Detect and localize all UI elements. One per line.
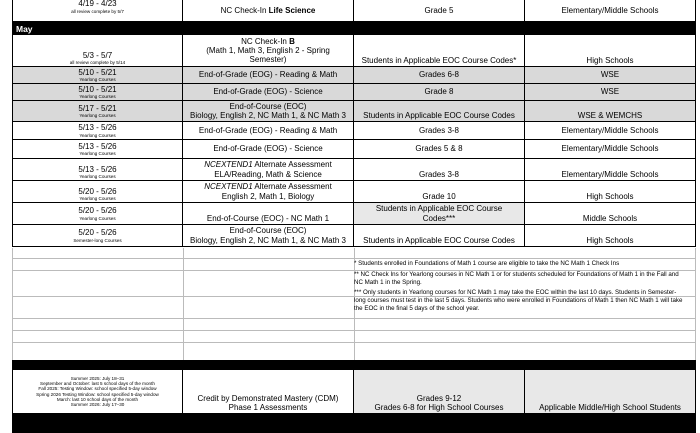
footnote: *** Only students in Yearlong courses for NC Math 1 may take the EOC within the last 10 days. Students in Semester-long courses must test in the last 5 days. Students who were enrolled in Foundations of Math 1 then NC Math 1 will take the EOC in the final 5 days of the school year.: [354, 289, 683, 312]
row-schools-text: High Schools: [586, 191, 634, 201]
section-divider-bar: [12, 360, 696, 370]
row-schools-text: High Schools: [586, 55, 634, 65]
row-assessment-text: End-of-Grade (EOG) - Reading & Math: [198, 70, 338, 80]
row-date: [12, 122, 183, 140]
row-date: [12, 159, 183, 181]
row-schools-text: Middle Schools: [582, 213, 638, 223]
row-grades-text: Grades 3-8: [418, 125, 460, 135]
row-assessment: [183, 67, 354, 84]
row-date-text: 5/20 - 5/26: [78, 228, 117, 238]
row-grades: [354, 140, 525, 159]
footnote: ** NC Check Ins for Yearlong courses in NC Math 1 or for students scheduled for Foundations of Math 1 in the Fall and NC Math 1 in the Spring.: [354, 270, 679, 286]
grid-vline: [183, 248, 184, 360]
row-grades: [354, 84, 525, 101]
row-date: [12, 35, 183, 67]
row-assessment-text: End-of-Grade (EOG) - Science: [213, 144, 323, 154]
row-date-sub: Yearlong Courses: [79, 94, 116, 100]
row-grades: [354, 101, 525, 122]
row-schools: [525, 159, 696, 181]
top-row-schools-text: Elementary/Middle Schools: [561, 5, 659, 15]
top-row-assessment-bold: Life Science: [268, 5, 316, 15]
cdm-schools-text: Applicable Middle/High School Students: [539, 402, 681, 412]
row-date-text: 5/13 - 5/26: [78, 141, 117, 151]
cdm-schools: [525, 370, 696, 414]
row-date-sub: Yearlong Courses: [79, 151, 116, 157]
row-date: [12, 67, 183, 84]
row-schools: [525, 203, 696, 225]
top-row: [12, 0, 696, 22]
row-grades-text: Grades 6-8: [418, 70, 460, 80]
row-assessment: [183, 181, 354, 203]
cdm-assessment-line: Credit by Demonstrated Mastery (CDM): [197, 393, 339, 403]
row-date-text: 5/13 - 5/26: [78, 164, 117, 174]
row-grades-text: Students in Applicable EOC Course Codes*: [361, 55, 517, 65]
row-assessment-line: [204, 160, 332, 169]
row-assessment-line: Semester): [249, 55, 287, 65]
row-grades: [354, 35, 525, 67]
row-date: [12, 181, 183, 203]
top-row-grades: [354, 0, 525, 22]
top-row-date: [12, 0, 183, 22]
row-grades-text: Grades 3-8: [418, 169, 460, 179]
cdm-date-line: Summer 2026: July 17–30: [70, 401, 125, 407]
cdm-assessment-line: Phase 1 Assessments: [228, 402, 308, 412]
row-assessment: [183, 84, 354, 101]
row-date-sub: Yearlong Courses: [79, 77, 116, 83]
cdm-date-line: Summer 2025: July 18–31: [70, 376, 125, 382]
row-assessment-line: Biology, English 2, NC Math 1, & NC Math 3: [190, 111, 346, 120]
row-grades-line: Students in Applicable EOC Course: [375, 204, 503, 214]
row-date-sub: Yearlong Courses: [79, 113, 116, 119]
row-schools: [525, 35, 696, 67]
month-header-text: May: [16, 23, 33, 34]
cdm-date-line: Spring 2026 Testing Window: school specified 5-day window: [36, 391, 159, 397]
cdm-grades-line: Grades 9-12: [416, 393, 462, 403]
row-assessment: [183, 122, 354, 140]
row-assessment-line: Biology, English 2, NC Math 1, & NC Math 3: [190, 235, 346, 245]
row-grades: [354, 203, 525, 225]
footnotes: [354, 260, 684, 316]
row-schools: [525, 101, 696, 122]
row-date: [12, 140, 183, 159]
row-grades: [354, 181, 525, 203]
row-assessment-line-text: NC Check-In: [241, 36, 290, 46]
row-grades: [354, 159, 525, 181]
top-row-grades-text: Grade 5: [424, 5, 454, 15]
row-assessment: [183, 140, 354, 159]
row-date-text: 5/3 - 5/7: [82, 50, 113, 60]
row-grades-text: Students in Applicable EOC Course Codes: [363, 235, 515, 245]
row-assessment-text: End-of-Grade (EOG) - Reading & Math: [198, 125, 338, 135]
row-grades-text: Grades 5 & 8: [415, 144, 463, 154]
row-assessment-line: English 2, Math 1, Biology: [221, 191, 315, 201]
row-assessment: [183, 35, 354, 67]
row-assessment-line: ELA/Reading, Math & Science: [214, 169, 322, 179]
row-schools-text: Elementary/Middle Schools: [561, 125, 659, 135]
row-date-sub: Yearlong Courses: [79, 215, 116, 221]
row-date-sub: Semester-long Courses: [73, 237, 122, 243]
row-assessment-text: End-of-Grade (EOG) - Science: [213, 87, 323, 97]
row-grades: [354, 67, 525, 84]
row-schools: [525, 67, 696, 84]
row-grades-line: Codes***: [422, 213, 456, 223]
grid-vline: [695, 248, 696, 360]
row-date-text: 5/10 - 5/21: [78, 84, 117, 94]
cdm-row: [12, 370, 696, 414]
row-assessment: [183, 225, 354, 247]
row-assessment-italic: NCEXTEND1: [204, 160, 253, 170]
row-schools-text: WSE: [600, 87, 620, 97]
row-assessment-line: [204, 182, 332, 191]
row-date: [12, 225, 183, 247]
row-assessment-line: End-of-Course (EOC): [229, 101, 307, 111]
row-schools-text: WSE & WEMCHS: [577, 110, 643, 120]
top-row-date-text: 4/19 - 4/23: [78, 0, 117, 9]
cdm-grades-line: Grades 6-8 for High School Courses: [374, 402, 504, 412]
row-assessment: [183, 159, 354, 181]
row-assessment-text: End-of-Course (EOC) - NC Math 1: [206, 213, 330, 223]
row-schools: [525, 122, 696, 140]
row-assessment-line-text: Alternate Assessment: [252, 182, 332, 192]
row-grades: [354, 225, 525, 247]
row-date: [12, 203, 183, 225]
row-schools: [525, 140, 696, 159]
footnote: * Students enrolled in Foundations of Math 1 course are eligible to take the NC Math 1 Check Ins: [354, 260, 620, 267]
row-date-text: 5/13 - 5/26: [78, 123, 117, 133]
row-schools: [525, 84, 696, 101]
row-schools-text: Elementary/Middle Schools: [561, 144, 659, 154]
grid-vline: [12, 248, 13, 360]
row-date-text: 5/17 - 5/21: [78, 103, 117, 113]
row-assessment-line: End-of-Course (EOC): [229, 226, 307, 236]
bottom-bar: [12, 414, 696, 433]
row-date: [12, 84, 183, 101]
row-date-sub: Yearlong Courses: [79, 173, 116, 179]
row-assessment: [183, 203, 354, 225]
row-grades-text: Grade 8: [424, 87, 454, 97]
row-grades-text: Grade 10: [422, 191, 456, 201]
top-row-assessment-prefix: NC Check-In: [220, 5, 269, 15]
row-assessment-italic: NCEXTEND1: [204, 182, 253, 192]
row-date-text: 5/20 - 5/26: [78, 206, 117, 216]
month-header-may: [12, 22, 696, 35]
row-date: [12, 101, 183, 122]
cdm-dates: [12, 370, 183, 414]
may-rows: [12, 35, 696, 247]
top-row-assessment-text: [221, 6, 316, 15]
row-schools-text: Elementary/Middle Schools: [561, 169, 659, 179]
row-date-sub: Yearlong Courses: [79, 195, 116, 201]
row-grades-text: Students in Applicable EOC Course Codes: [363, 110, 515, 120]
row-assessment-line: (Math 1, Math 3, English 2 - Spring: [206, 45, 330, 55]
cdm-grades: [354, 370, 525, 414]
row-schools: [525, 181, 696, 203]
row-schools-text: High Schools: [586, 235, 634, 245]
cdm-date-line: March: last 10 school days of the month: [56, 396, 139, 402]
top-row-assessment: [183, 0, 354, 22]
row-assessment-bold: B: [289, 36, 295, 46]
row-assessment: [183, 101, 354, 122]
cdm-assessment: [183, 370, 354, 414]
cdm-date-line: September and October: last 5 school days of the month: [40, 381, 155, 387]
row-assessment-line-text: Alternate Assessment: [252, 160, 332, 170]
row-date-text: 5/10 - 5/21: [78, 67, 117, 77]
row-schools: [525, 225, 696, 247]
row-assessment-line: [241, 37, 295, 46]
top-row-date-sub: all review complete by 5/7: [71, 8, 124, 14]
row-schools-text: WSE: [600, 70, 620, 80]
top-row-schools: [525, 0, 696, 22]
row-date-text: 5/20 - 5/26: [78, 186, 117, 196]
row-date-sub: all review complete by 5/14: [69, 59, 126, 65]
row-date-sub: Yearlong Courses: [79, 132, 116, 138]
row-grades: [354, 122, 525, 140]
cdm-date-line: Fall 2025: Testing Window: school specified 5-day window: [38, 386, 157, 392]
